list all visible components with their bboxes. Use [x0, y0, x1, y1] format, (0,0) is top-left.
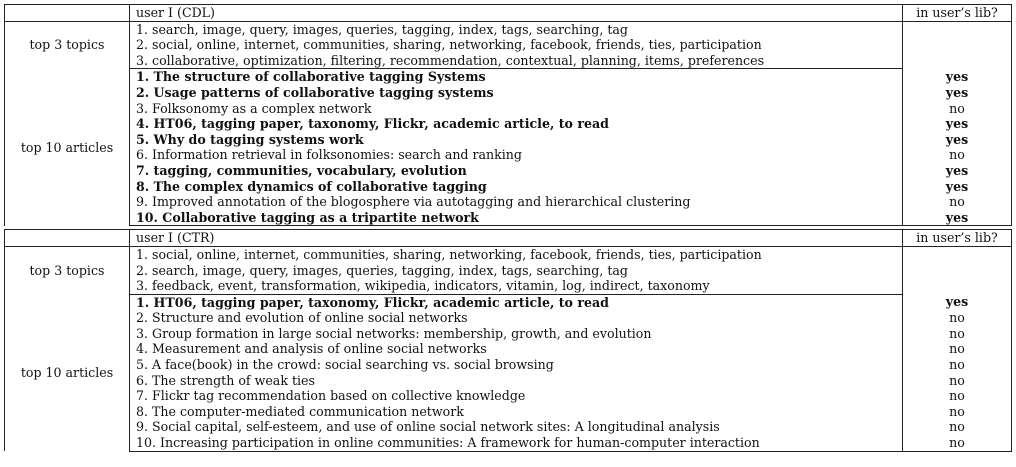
- article-title: 4. HT06, tagging paper, taxonomy, Flickr, academic article, to read: [130, 116, 903, 132]
- section-header-row: [5, 5, 1012, 22]
- article-title: 8. The complex dynamics of collaborative tagging: [130, 179, 903, 195]
- article-row: [5, 404, 1012, 420]
- in-lib-value: no: [903, 373, 1012, 389]
- lib-header: in user’s lib?: [903, 5, 1012, 22]
- article-row: [5, 194, 1012, 210]
- article-title: 3. Folksonomy as a complex network: [130, 101, 903, 117]
- article-title: 8. The computer-mediated communication network: [130, 404, 903, 420]
- topic-text: 1. search, image, query, images, queries, tagging, index, tags, searching, tag: [130, 21, 903, 37]
- article-row: [5, 388, 1012, 404]
- article-row: [5, 101, 1012, 117]
- section-header-row: [5, 230, 1012, 247]
- article-row: [5, 179, 1012, 195]
- article-title: 6. The strength of weak ties: [130, 373, 903, 389]
- topics-label: top 3 topics: [5, 246, 130, 294]
- articles-label: top 10 articles: [5, 69, 130, 226]
- article-row: [5, 419, 1012, 435]
- article-title: 9. Improved annotation of the blogosphere via autotagging and hierarchical clustering: [130, 194, 903, 210]
- article-title: 4. Measurement and analysis of online social networks: [130, 341, 903, 357]
- article-title: 2. Structure and evolution of online social networks: [130, 310, 903, 326]
- in-lib-value: yes: [903, 132, 1012, 148]
- article-title: 7. Flickr tag recommendation based on collective knowledge: [130, 388, 903, 404]
- lib-header: in user’s lib?: [903, 230, 1012, 247]
- topic-row: [5, 263, 1012, 279]
- topic-row: [5, 21, 1012, 37]
- in-lib-value: yes: [903, 116, 1012, 132]
- topic-text: 3. feedback, event, transformation, wikipedia, indicators, vitamin, log, indirect, taxonomy: [130, 278, 903, 294]
- topic-text: 2. social, online, internet, communities, sharing, networking, facebook, friends, ties, participation: [130, 37, 903, 53]
- topic-row: [5, 246, 1012, 262]
- results-table: [4, 4, 1012, 452]
- article-title: 6. Information retrieval in folksonomies: search and ranking: [130, 147, 903, 163]
- in-lib-value: no: [903, 341, 1012, 357]
- article-title: 10. Collaborative tagging as a tripartite network: [130, 210, 903, 226]
- article-title: 5. Why do tagging systems work: [130, 132, 903, 148]
- in-lib-value: no: [903, 419, 1012, 435]
- topics-lib-empty: [903, 21, 1012, 69]
- article-row: [5, 294, 1012, 310]
- article-title: 1. The structure of collaborative tagging Systems: [130, 69, 903, 85]
- topics-lib-empty: [903, 246, 1012, 294]
- article-row: [5, 116, 1012, 132]
- topic-text: 3. collaborative, optimization, filtering, recommendation, contextual, planning, items, preferences: [130, 53, 903, 69]
- article-title: 1. HT06, tagging paper, taxonomy, Flickr, academic article, to read: [130, 294, 903, 310]
- article-title: 10. Increasing participation in online communities: A framework for human-computer interaction: [130, 435, 903, 451]
- article-row: [5, 85, 1012, 101]
- in-lib-value: no: [903, 147, 1012, 163]
- article-title: 9. Social capital, self-esteem, and use of online social network sites: A longitudinal analysis: [130, 419, 903, 435]
- article-title: 5. A face(book) in the crowd: social searching vs. social browsing: [130, 357, 903, 373]
- topic-row: [5, 53, 1012, 69]
- in-lib-value: no: [903, 101, 1012, 117]
- article-row: [5, 326, 1012, 342]
- article-row: [5, 310, 1012, 326]
- article-row: [5, 357, 1012, 373]
- topic-row: [5, 37, 1012, 53]
- header-empty-cell: [5, 230, 130, 247]
- topic-text: 1. social, online, internet, communities, sharing, networking, facebook, friends, ties, participation: [130, 246, 903, 262]
- topic-row: [5, 278, 1012, 294]
- in-lib-value: no: [903, 388, 1012, 404]
- in-lib-value: yes: [903, 210, 1012, 226]
- topics-label: top 3 topics: [5, 21, 130, 69]
- article-row: [5, 132, 1012, 148]
- article-row: [5, 341, 1012, 357]
- article-title: 3. Group formation in large social networks: membership, growth, and evolution: [130, 326, 903, 342]
- article-row: [5, 210, 1012, 226]
- in-lib-value: no: [903, 435, 1012, 451]
- articles-label: top 10 articles: [5, 294, 130, 451]
- in-lib-value: no: [903, 194, 1012, 210]
- in-lib-value: no: [903, 310, 1012, 326]
- article-title: 7. tagging, communities, vocabulary, evolution: [130, 163, 903, 179]
- header-empty-cell: [5, 5, 130, 22]
- in-lib-value: yes: [903, 179, 1012, 195]
- in-lib-value: no: [903, 326, 1012, 342]
- user-header: user I (CTR): [130, 230, 903, 247]
- article-row: [5, 435, 1012, 451]
- in-lib-value: no: [903, 404, 1012, 420]
- in-lib-value: yes: [903, 163, 1012, 179]
- article-row: [5, 163, 1012, 179]
- article-title: 2. Usage patterns of collaborative tagging systems: [130, 85, 903, 101]
- in-lib-value: yes: [903, 69, 1012, 85]
- topic-text: 2. search, image, query, images, queries, tagging, index, tags, searching, tag: [130, 263, 903, 279]
- user-header: user I (CDL): [130, 5, 903, 22]
- in-lib-value: no: [903, 357, 1012, 373]
- article-row: [5, 69, 1012, 85]
- results-table-body: [5, 5, 1012, 452]
- article-row: [5, 373, 1012, 389]
- in-lib-value: yes: [903, 294, 1012, 310]
- article-row: [5, 147, 1012, 163]
- in-lib-value: yes: [903, 85, 1012, 101]
